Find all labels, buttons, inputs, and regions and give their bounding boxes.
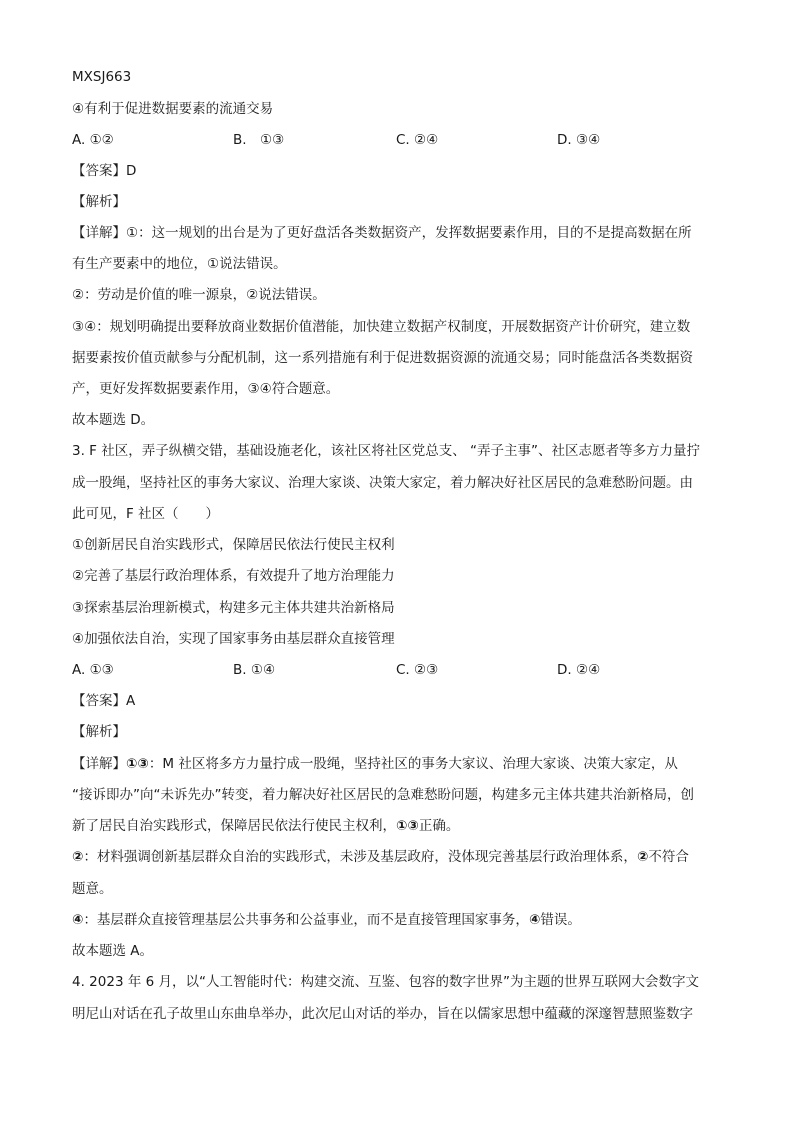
detail-text: ：基层群众直接管理基层公共事务和公益事业，而不是直接管理国家事务，: [83, 912, 529, 928]
q2-choice-b: B. ①③: [233, 132, 285, 148]
q3-option-1: ①创新居民自治实践形式，保障居民依法行使民主权利: [72, 537, 395, 553]
bold-ref: ④: [528, 912, 541, 928]
bold-ref: ①③: [126, 756, 149, 772]
answer-value: A: [126, 693, 136, 709]
q3-detail-1c: [72, 817, 459, 835]
q2-choice-d: D. ③④: [557, 132, 601, 148]
detail-text: 正确。: [418, 818, 460, 834]
q3-stem-1: 3. F 社区，弄子纵横交错，基础设施老化，该社区将社区党总支、 “弄子主事”、社区志愿者等多方力量拧: [72, 443, 701, 459]
q2-analysis-tag: 【解析】: [72, 194, 126, 210]
q3-stem-2: 成一股绳，坚持社区的事务大家议、治理大家谈、决策大家定，着力解决好社区居民的急难愁盼问题。由: [72, 475, 693, 491]
answer-tag: 【答案】: [72, 693, 126, 709]
q2-choice-a: A. ①②: [72, 132, 114, 148]
q2-answer: [72, 162, 136, 180]
detail-text: ①：这一规划的出台是为了更好盘活各类数据资产，发挥数据要素作用，目的不是提高数据在所: [126, 225, 692, 241]
detail-text: ：材料强调创新基层群众自治的实践形式，未涉及基层政府，没体现完善基层行政治理体系，: [83, 849, 637, 865]
q3-option-3: ③探索基层治理新模式，构建多元主体共建共治新格局: [72, 600, 395, 616]
detail-tag: 【详解】: [72, 756, 126, 772]
answer-tag: 【答案】: [72, 163, 126, 179]
q3-detail-3a: [72, 911, 581, 929]
q2-detail-1b: 有生产要素中的地位，①说法错误。: [72, 256, 287, 272]
bold-ref: ④: [72, 912, 84, 928]
q2-option-4: ④有利于促进数据要素的流通交易: [72, 101, 274, 117]
detail-text: 不符合: [648, 849, 689, 865]
q3-choice-b: B. ①④: [233, 662, 276, 678]
q3-stem-3: 此可见，F 社区（ ）: [72, 506, 220, 522]
bold-ref: ②: [72, 849, 84, 865]
q3-choice-c: C. ②③: [396, 662, 439, 678]
q3-choice-d: D. ②④: [557, 662, 601, 678]
q3-option-2: ②完善了基层行政治理体系，有效提升了地方治理能力: [72, 568, 395, 584]
q2-detail-2: ②：劳动是价值的唯一源泉，②说法错误。: [72, 287, 326, 303]
q3-analysis-tag: 【解析】: [72, 724, 126, 740]
bold-ref: ①③: [396, 818, 419, 834]
q3-choice-a: A. ①③: [72, 662, 114, 678]
q2-detail-3b: 据要素按价值贡献参与分配机制，这一系列措施有利于促进数据资源的流通交易；同时能盘活各类数据资: [72, 350, 693, 366]
q3-answer: [72, 692, 135, 710]
q3-option-4: ④加强依法自治，实现了国家事务由基层群众直接管理: [72, 631, 395, 647]
q2-choice-c: C. ②④: [396, 132, 439, 148]
q2-conclusion: 故本题选 D。: [72, 412, 155, 428]
q2-detail-3a: ③④：规划明确提出要释放商业数据价值潜能，加快建立数据产权制度，开展数据资产计价研究，建立数: [72, 319, 691, 335]
q4-stem-2: 明尼山对话在孔子故里山东曲阜举办，此次尼山对话的举办，旨在以儒家思想中蕴藏的深邃智慧照鉴数字: [72, 1006, 693, 1022]
q2-detail-3c: 产，更好发挥数据要素作用，③④符合题意。: [72, 381, 340, 397]
detail-tag: 【详解】: [72, 225, 126, 241]
bold-ref: ②: [636, 849, 649, 865]
q3-detail-1a: [72, 755, 678, 773]
q3-conclusion: 故本题选 A。: [72, 943, 154, 959]
header-code: MXSJ663: [72, 69, 132, 85]
q3-detail-2a: [72, 848, 689, 866]
detail-text: ：M 社区将多方力量拧成一股绳，坚持社区的事务大家议、治理大家谈、决策大家定，从: [148, 756, 678, 772]
q3-detail-1b: “接诉即办”向“未诉先办”转变，着力解决好社区居民的急难愁盼问题，构建多元主体共建共治新格局，创: [72, 787, 694, 803]
q3-detail-2b: 题意。: [72, 881, 113, 897]
detail-text: 新了居民自治实践形式，保障居民依法行使民主权利，: [72, 818, 396, 834]
detail-text: 错误。: [540, 912, 581, 928]
answer-value: D: [126, 163, 137, 179]
q2-detail-1a: [72, 224, 692, 242]
q4-stem-1: 4. 2023 年 6 月，以“人工智能时代：构建交流、互鉴、包容的数字世界”为主题的世界互联网大会数字文: [72, 974, 699, 990]
